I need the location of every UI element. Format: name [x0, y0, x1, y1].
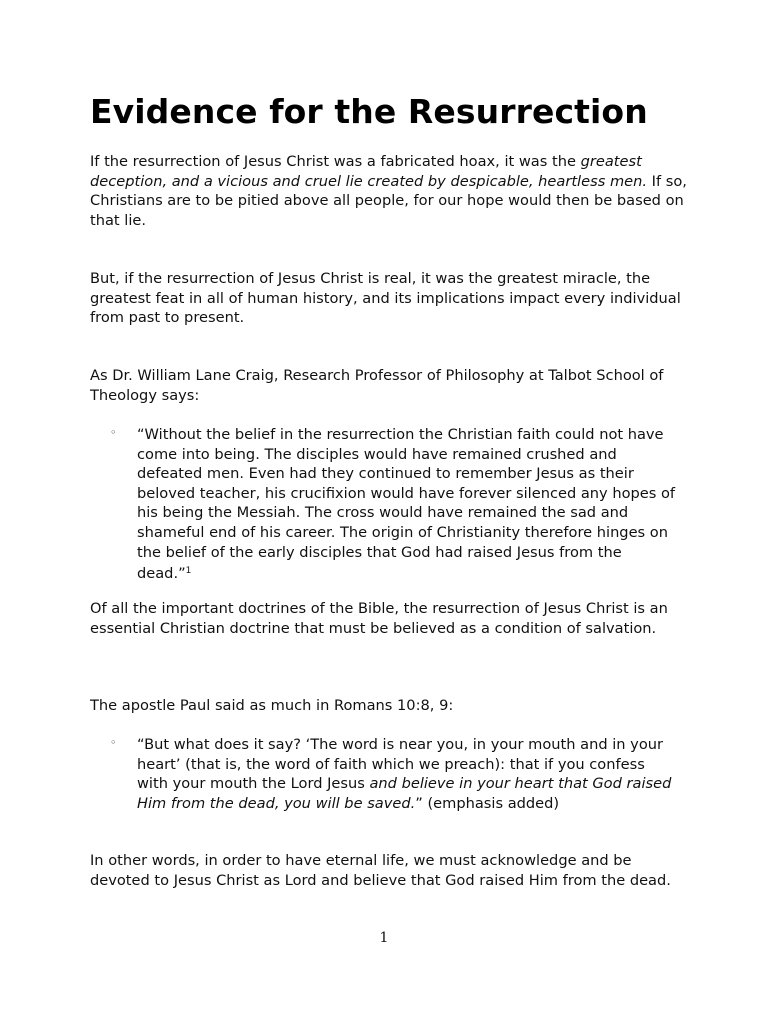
intro-paragraph	[90, 152, 690, 230]
intro-text-start: If the resurrection of Jesus Christ was a fabricated hoax, it was the	[90, 153, 581, 170]
miracle-paragraph: But, if the resurrection of Jesus Christ is real, it was the greatest miracle, the greatest feat in all of human history, and its implications impact every individual from past to present.	[90, 270, 681, 327]
doctrine-paragraph: Of all the important doctrines of the Bible, the resurrection of Jesus Christ is an essential Christian doctrine that must be believed as a condition of salvation.	[90, 600, 668, 637]
craig-intro-paragraph: As Dr. William Lane Craig, Research Professor of Philosophy at Talbot School of Theology says:	[90, 367, 664, 404]
bullet-marker: ◦	[110, 426, 117, 439]
footnote-reference: 1	[185, 566, 192, 577]
romans-quote-emphasis: and believe in your heart that God raised Him from the dead, you will be saved.	[137, 775, 672, 812]
page-title: Evidence for the Resurrection	[90, 92, 648, 131]
intro-emphasis: greatest deception, and a vicious and cruel lie created by despicable, heartless men.	[90, 153, 648, 190]
craig-quote-text: “Without the belief in the resurrection the Christian faith could not have come into being. The disciples would have remained crushed and defeated men. Even had they continued to remember Jesus as their beloved teacher, his crucifixion would have forever silenced any hopes of his being the Messiah. The cross would have remained the sad and shameful end of his career. The origin of Christianity therefore hinges on the belief of the early disciples that God had raised Jesus from the dead.”	[137, 426, 676, 583]
conclusion-paragraph: In other words, in order to have eternal life, we must acknowledge and be devoted to Jesus Christ as Lord and believe that God raised Him from the dead.	[90, 852, 671, 889]
craig-quote	[137, 425, 679, 584]
page-number: 1	[379, 930, 389, 946]
paul-intro-paragraph: The apostle Paul said as much in Romans 10:8, 9:	[90, 697, 454, 714]
romans-quote-text-start: “But what does it say? ‘The word is near you, in your mouth and in your heart’ (that is, the word of faith which we preach): that if you confess with your mouth the Lord Jesus	[137, 736, 664, 793]
intro-text-end: If so, Christians are to be pitied above all people, for our hope would then be based on that lie.	[90, 172, 687, 229]
romans-quote	[137, 735, 679, 813]
romans-quote-text-end: ” (emphasis added)	[415, 794, 560, 812]
romans-quote-list-item	[90, 735, 690, 815]
bullet-marker: ◦	[110, 736, 117, 749]
craig-quote-list-item	[90, 425, 690, 585]
